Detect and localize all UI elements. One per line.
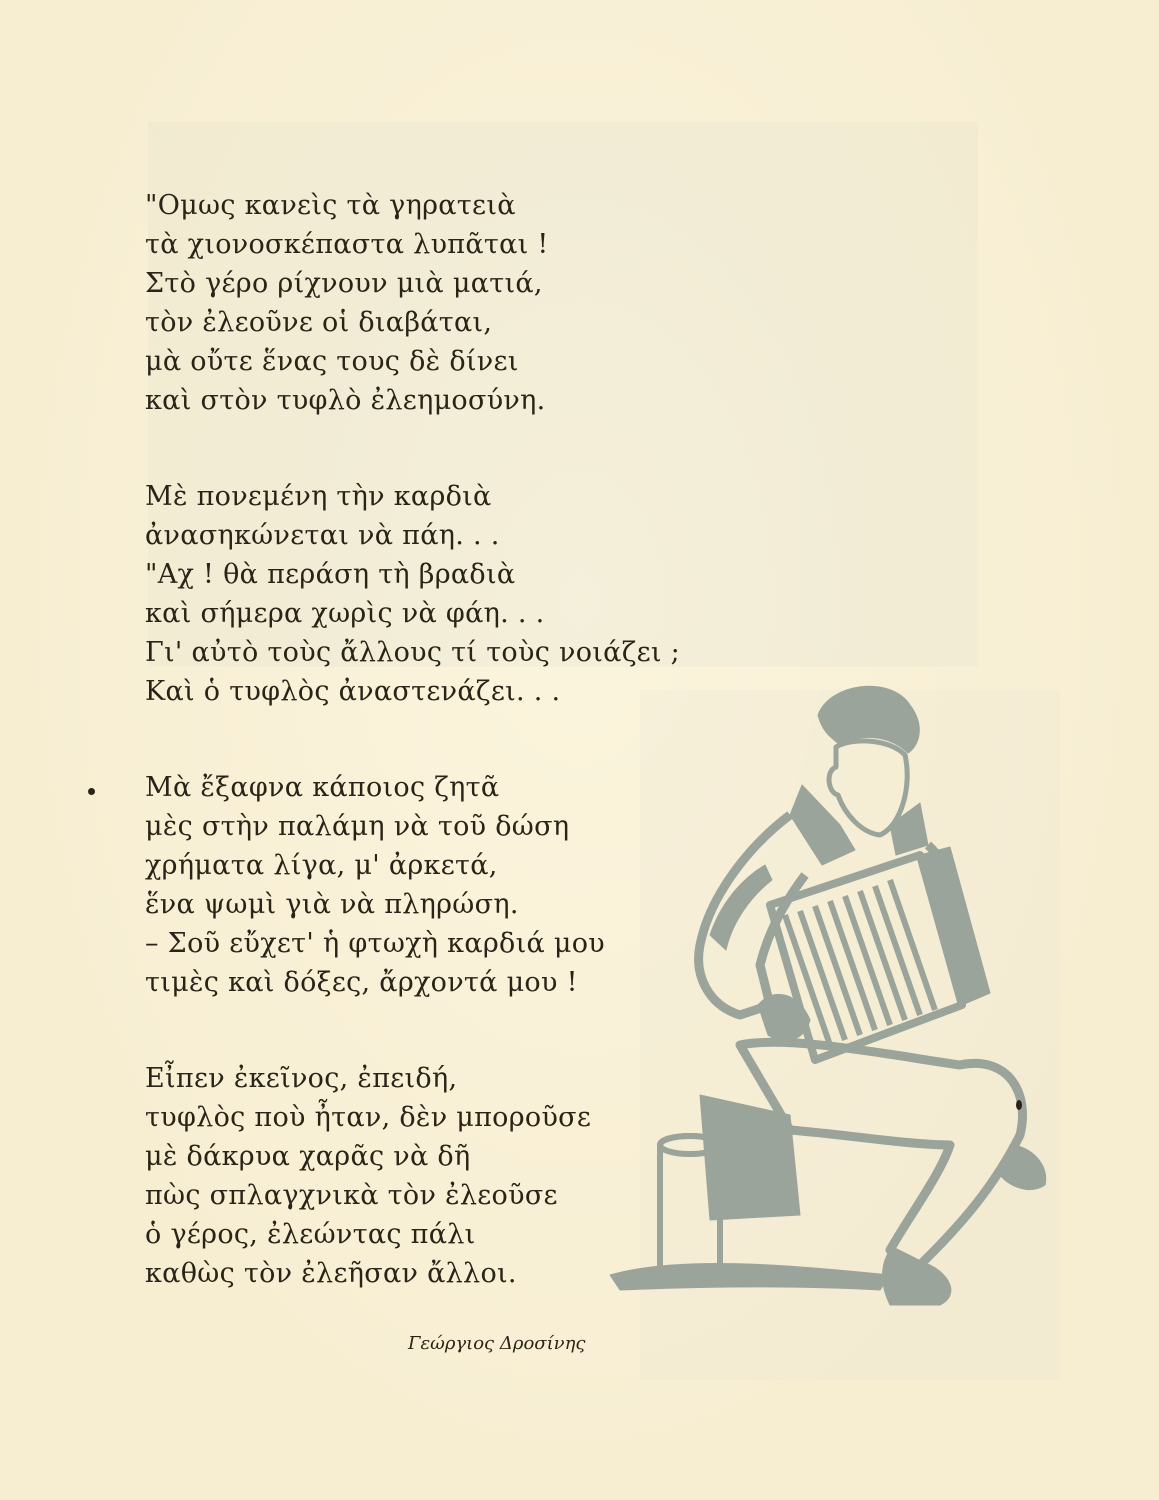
poem-line: μὰ οὔτε ἕνας τους δὲ δίνει xyxy=(145,346,519,377)
poem-line: καὶ στὸν τυφλὸ ἐλεημοσύνη. xyxy=(145,385,546,416)
poem-line: Γι' αὐτὸ τοὺς ἄλλους τί τοὺς νοιάζει ; xyxy=(145,637,681,668)
poem-line: ὁ γέρος, ἐλεώντας πάλι xyxy=(145,1219,476,1250)
poem-line: τὰ χιονοσκέπαστα λυπᾶται ! xyxy=(145,229,549,260)
poem-line: ἀνασηκώνεται νὰ πάη. . . xyxy=(145,520,500,551)
poem-line: καθὼς τὸν ἐλεῆσαν ἄλλοι. xyxy=(145,1258,517,1289)
poem-line: Μὲ πονεμένη τὴν καρδιὰ xyxy=(145,481,492,512)
accordion-player-icon xyxy=(590,675,1080,1375)
poem-line: "Αχ ! θὰ περάση τὴ βραδιὰ xyxy=(145,559,516,590)
poem-line: Καὶ ὁ τυφλὸς ἀναστενάζει. . . xyxy=(145,676,561,707)
poem-line: Μὰ ἔξαφνα κάποιος ζητᾶ xyxy=(145,772,500,803)
poem-line: χρήματα λίγα, μ' ἀρκετά, xyxy=(145,850,498,881)
stanza xyxy=(145,186,705,420)
poem-line: – Σοῦ εὔχετ' ἡ φτωχὴ καρδιά μου xyxy=(145,928,606,959)
poem-line: τιμὲς καὶ δόξες, ἄρχοντά μου ! xyxy=(145,967,578,998)
poem-line: τὸν ἐλεοῦνε οἱ διαβάται, xyxy=(145,307,493,338)
poem-line: καὶ σήμερα χωρὶς νὰ φάη. . . xyxy=(145,598,545,629)
poem-line: μὲ δάκρυα χαρᾶς νὰ δῆ xyxy=(145,1141,471,1172)
poem-line: ἕνα ψωμὶ γιὰ νὰ πληρώση. xyxy=(145,889,519,920)
poem-line: μὲς στὴν παλάμη νὰ τοῦ δώση xyxy=(145,811,570,842)
ink-speck xyxy=(88,788,95,795)
poem-line: Εἶπεν ἐκεῖνος, ἐπειδή, xyxy=(145,1063,458,1094)
author-signature: Γεώργιος Δροσίνης xyxy=(408,1333,586,1354)
poem-line: Στὸ γέρο ρίχνουν μιὰ ματιά, xyxy=(145,268,543,299)
poem-line: τυφλὸς ποὺ ἦταν, δὲν μποροῦσε xyxy=(145,1102,592,1133)
poem-line: πὼς σπλαγχνικὰ τὸν ἐλεοῦσε xyxy=(145,1180,558,1211)
ink-speck xyxy=(1016,1100,1022,1110)
poem-line: "Ομως κανεὶς τὰ γηρατειὰ xyxy=(145,190,516,221)
